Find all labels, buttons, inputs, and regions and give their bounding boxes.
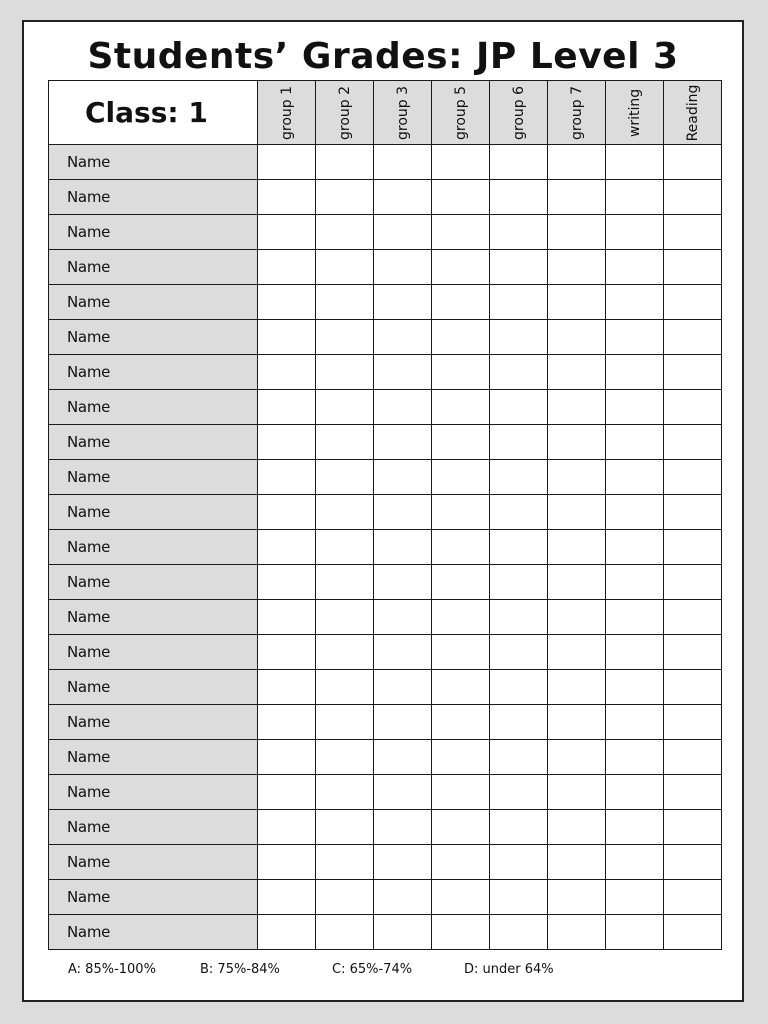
table-row	[49, 320, 722, 355]
grade-cell[interactable]	[490, 425, 548, 460]
grade-cell[interactable]	[548, 635, 606, 670]
grade-cell[interactable]	[664, 390, 722, 425]
grade-cell[interactable]	[490, 180, 548, 215]
legend-item-c: C: 65%-74%	[332, 962, 413, 977]
grade-cell[interactable]	[258, 495, 316, 530]
grade-cell[interactable]	[490, 250, 548, 285]
grade-cell[interactable]	[258, 565, 316, 600]
grade-cell[interactable]	[374, 845, 432, 880]
grade-cell[interactable]	[548, 530, 606, 565]
student-name-cell[interactable]: Name	[49, 320, 258, 355]
column-header-group-6	[490, 81, 548, 145]
grade-cell[interactable]	[664, 915, 722, 950]
grade-cell[interactable]	[432, 390, 490, 425]
grade-cell[interactable]	[548, 565, 606, 600]
grade-cell[interactable]	[258, 145, 316, 180]
grade-cell[interactable]	[432, 845, 490, 880]
legend-item-b: B: 75%-84%	[200, 962, 280, 977]
grade-cell[interactable]	[374, 565, 432, 600]
grade-cell[interactable]	[548, 705, 606, 740]
table-row	[49, 460, 722, 495]
grade-cell[interactable]	[432, 145, 490, 180]
grade-cell[interactable]	[432, 880, 490, 915]
grade-cell[interactable]	[374, 495, 432, 530]
column-header-label: writing	[626, 88, 643, 137]
grade-cell[interactable]	[548, 880, 606, 915]
grade-cell[interactable]	[432, 425, 490, 460]
column-header-group-7	[548, 81, 606, 145]
grade-cell[interactable]	[258, 215, 316, 250]
grade-cell[interactable]	[606, 390, 664, 425]
grade-cell[interactable]	[490, 355, 548, 390]
grade-cell[interactable]	[548, 670, 606, 705]
grade-cell[interactable]	[548, 145, 606, 180]
grade-cell[interactable]	[258, 285, 316, 320]
grade-cell[interactable]	[374, 320, 432, 355]
table-row	[49, 355, 722, 390]
grade-cell[interactable]	[258, 530, 316, 565]
student-name-cell[interactable]: Name	[49, 740, 258, 775]
grade-cell[interactable]	[374, 530, 432, 565]
grade-cell[interactable]	[606, 285, 664, 320]
grade-cell[interactable]	[374, 355, 432, 390]
grade-cell[interactable]	[432, 600, 490, 635]
grade-cell[interactable]	[316, 425, 374, 460]
grade-cell[interactable]	[664, 705, 722, 740]
grade-cell[interactable]	[664, 530, 722, 565]
grade-cell[interactable]	[374, 145, 432, 180]
grade-cell[interactable]	[664, 635, 722, 670]
table-row	[49, 600, 722, 635]
grade-cell[interactable]	[316, 775, 374, 810]
grade-cell[interactable]	[548, 775, 606, 810]
grade-cell[interactable]	[490, 460, 548, 495]
grade-cell[interactable]	[664, 670, 722, 705]
grade-cell[interactable]	[490, 600, 548, 635]
table-row	[49, 880, 722, 915]
grade-cell[interactable]	[548, 740, 606, 775]
grade-cell[interactable]	[548, 250, 606, 285]
grade-cell[interactable]	[258, 460, 316, 495]
grade-cell[interactable]	[490, 775, 548, 810]
grade-cell[interactable]	[548, 600, 606, 635]
grade-cell[interactable]	[374, 460, 432, 495]
grade-cell[interactable]	[258, 670, 316, 705]
class-label: Class: 1	[49, 81, 258, 145]
grade-cell[interactable]	[316, 495, 374, 530]
grade-cell[interactable]	[432, 180, 490, 215]
grade-cell[interactable]	[258, 845, 316, 880]
grade-cell[interactable]	[490, 705, 548, 740]
grade-cell[interactable]	[548, 460, 606, 495]
grade-cell[interactable]	[374, 600, 432, 635]
grade-cell[interactable]	[432, 285, 490, 320]
grade-cell[interactable]	[258, 355, 316, 390]
grade-cell[interactable]	[606, 600, 664, 635]
grade-cell[interactable]	[606, 635, 664, 670]
grade-cell[interactable]	[606, 320, 664, 355]
grade-cell[interactable]	[432, 320, 490, 355]
student-name-cell[interactable]: Name	[49, 670, 258, 705]
table-row	[49, 705, 722, 740]
grade-cell[interactable]	[316, 460, 374, 495]
grade-cell[interactable]	[374, 775, 432, 810]
grade-cell[interactable]	[374, 215, 432, 250]
grade-cell[interactable]	[548, 215, 606, 250]
grade-cell[interactable]	[316, 600, 374, 635]
grade-cell[interactable]	[606, 915, 664, 950]
grade-cell[interactable]	[490, 915, 548, 950]
grade-cell[interactable]	[490, 390, 548, 425]
grade-cell[interactable]	[432, 810, 490, 845]
grade-cell[interactable]	[548, 845, 606, 880]
grade-cell[interactable]	[432, 495, 490, 530]
grade-cell[interactable]	[316, 810, 374, 845]
table-row	[49, 810, 722, 845]
grade-cell[interactable]	[258, 880, 316, 915]
student-name-cell[interactable]: Name	[49, 215, 258, 250]
grade-cell[interactable]	[606, 740, 664, 775]
grade-cell[interactable]	[548, 180, 606, 215]
grade-cell[interactable]	[606, 355, 664, 390]
grade-cell[interactable]	[490, 285, 548, 320]
grade-cell[interactable]	[664, 355, 722, 390]
table-row	[49, 180, 722, 215]
grade-cell[interactable]	[374, 915, 432, 950]
grade-cell[interactable]	[258, 810, 316, 845]
grade-cell[interactable]	[664, 600, 722, 635]
grade-cell[interactable]	[664, 250, 722, 285]
grade-cell[interactable]	[432, 915, 490, 950]
grade-cell[interactable]	[606, 705, 664, 740]
grade-cell[interactable]	[374, 880, 432, 915]
grade-cell[interactable]	[606, 495, 664, 530]
grade-cell[interactable]	[316, 880, 374, 915]
grade-cell[interactable]	[258, 635, 316, 670]
column-header-label: group 6	[510, 85, 527, 140]
column-header-label: group 3	[394, 85, 411, 140]
table-row	[49, 915, 722, 950]
grade-cell[interactable]	[490, 145, 548, 180]
grade-cell[interactable]	[374, 635, 432, 670]
column-header-label: group 1	[278, 85, 295, 140]
grade-cell[interactable]	[316, 180, 374, 215]
grade-cell[interactable]	[548, 495, 606, 530]
grade-cell[interactable]	[606, 180, 664, 215]
table-row	[49, 495, 722, 530]
student-name-cell[interactable]: Name	[49, 460, 258, 495]
grade-cell[interactable]	[316, 285, 374, 320]
grade-cell[interactable]	[490, 810, 548, 845]
student-name-cell[interactable]: Name	[49, 390, 258, 425]
grade-cell[interactable]	[432, 565, 490, 600]
grade-cell[interactable]	[432, 775, 490, 810]
grade-cell[interactable]	[490, 845, 548, 880]
grade-cell[interactable]	[374, 670, 432, 705]
student-name-cell[interactable]: Name	[49, 915, 258, 950]
grade-cell[interactable]	[606, 530, 664, 565]
grade-cell[interactable]	[258, 915, 316, 950]
student-name-cell[interactable]: Name	[49, 565, 258, 600]
table-row	[49, 635, 722, 670]
grade-cell[interactable]	[258, 740, 316, 775]
grade-cell[interactable]	[432, 740, 490, 775]
grade-cell[interactable]	[374, 740, 432, 775]
grade-cell[interactable]	[258, 775, 316, 810]
grade-cell[interactable]	[548, 915, 606, 950]
grade-cell[interactable]	[258, 425, 316, 460]
grade-cell[interactable]	[490, 495, 548, 530]
grade-cell[interactable]	[432, 530, 490, 565]
grade-cell[interactable]	[606, 880, 664, 915]
grade-cell[interactable]	[664, 775, 722, 810]
grade-cell[interactable]	[664, 425, 722, 460]
grade-cell[interactable]	[664, 460, 722, 495]
grade-cell[interactable]	[490, 320, 548, 355]
grade-cell[interactable]	[548, 355, 606, 390]
grade-cell[interactable]	[606, 250, 664, 285]
grade-cell[interactable]	[316, 740, 374, 775]
grade-cell[interactable]	[374, 180, 432, 215]
grade-cell[interactable]	[664, 740, 722, 775]
grade-cell[interactable]	[316, 670, 374, 705]
column-header-group-5	[432, 81, 490, 145]
grade-cell[interactable]	[606, 810, 664, 845]
grade-cell[interactable]	[490, 635, 548, 670]
grade-cell[interactable]	[258, 390, 316, 425]
grade-cell[interactable]	[316, 565, 374, 600]
grades-table	[48, 80, 722, 950]
student-name-cell[interactable]: Name	[49, 775, 258, 810]
grade-cell[interactable]	[606, 845, 664, 880]
grade-cell[interactable]	[432, 635, 490, 670]
grade-cell[interactable]	[490, 530, 548, 565]
student-name-cell[interactable]: Name	[49, 600, 258, 635]
grade-cell[interactable]	[548, 390, 606, 425]
grade-cell[interactable]	[432, 250, 490, 285]
column-header-reading	[664, 81, 722, 145]
grade-cell[interactable]	[664, 495, 722, 530]
student-name-cell[interactable]: Name	[49, 810, 258, 845]
column-header-writing	[606, 81, 664, 145]
student-name-cell[interactable]: Name	[49, 635, 258, 670]
grade-cell[interactable]	[606, 460, 664, 495]
grade-cell[interactable]	[374, 425, 432, 460]
grade-cell[interactable]	[316, 915, 374, 950]
grade-cell[interactable]	[664, 215, 722, 250]
legend-item-a: A: 85%-100%	[68, 962, 156, 977]
column-header-label: group 7	[568, 85, 585, 140]
column-header-label: group 2	[336, 85, 353, 140]
student-name-cell[interactable]: Name	[49, 705, 258, 740]
grade-cell[interactable]	[432, 215, 490, 250]
table-row	[49, 145, 722, 180]
grade-cell[interactable]	[664, 180, 722, 215]
grade-cell[interactable]	[664, 810, 722, 845]
grade-cell[interactable]	[316, 250, 374, 285]
student-name-cell[interactable]: Name	[49, 145, 258, 180]
grade-cell[interactable]	[374, 810, 432, 845]
grade-cell[interactable]	[606, 145, 664, 180]
table-row	[49, 565, 722, 600]
grade-cell[interactable]	[316, 215, 374, 250]
student-name-cell[interactable]: Name	[49, 285, 258, 320]
grade-cell[interactable]	[432, 460, 490, 495]
header-row	[49, 81, 722, 145]
grade-cell[interactable]	[548, 810, 606, 845]
grade-cell[interactable]	[490, 670, 548, 705]
grade-cell[interactable]	[316, 145, 374, 180]
grade-cell[interactable]	[664, 880, 722, 915]
student-name-cell[interactable]: Name	[49, 880, 258, 915]
table-row	[49, 530, 722, 565]
grade-cell[interactable]	[316, 320, 374, 355]
grade-cell[interactable]	[548, 320, 606, 355]
grade-cell[interactable]	[258, 180, 316, 215]
grade-cell[interactable]	[258, 600, 316, 635]
student-rows	[49, 145, 722, 950]
grade-cell[interactable]	[664, 285, 722, 320]
student-name-cell[interactable]: Name	[49, 845, 258, 880]
table-row	[49, 670, 722, 705]
student-name-cell[interactable]: Name	[49, 355, 258, 390]
grade-cell[interactable]	[374, 705, 432, 740]
grade-cell[interactable]	[258, 320, 316, 355]
grade-cell[interactable]	[548, 425, 606, 460]
grade-cell[interactable]	[374, 250, 432, 285]
grade-cell[interactable]	[548, 285, 606, 320]
legend-item-d: D: under 64%	[464, 962, 554, 977]
page-title: Students’ Grades: JP Level 3	[87, 36, 679, 77]
grade-cell[interactable]	[490, 880, 548, 915]
grade-cell[interactable]	[606, 775, 664, 810]
grade-cell[interactable]	[432, 670, 490, 705]
grade-cell[interactable]	[316, 390, 374, 425]
grade-cell[interactable]	[374, 285, 432, 320]
column-header-group-2	[316, 81, 374, 145]
grade-cell[interactable]	[258, 250, 316, 285]
grade-cell[interactable]	[606, 215, 664, 250]
grade-legend	[68, 962, 554, 977]
student-name-cell[interactable]: Name	[49, 530, 258, 565]
student-name-cell[interactable]: Name	[49, 425, 258, 460]
grade-cell[interactable]	[316, 355, 374, 390]
grade-cell[interactable]	[490, 215, 548, 250]
table-row	[49, 215, 722, 250]
grade-cell[interactable]	[664, 145, 722, 180]
table-row	[49, 390, 722, 425]
column-header-group-3	[374, 81, 432, 145]
grade-cell[interactable]	[258, 705, 316, 740]
table-row	[49, 775, 722, 810]
table-row	[49, 250, 722, 285]
student-name-cell[interactable]: Name	[49, 180, 258, 215]
grade-cell[interactable]	[606, 425, 664, 460]
grade-cell[interactable]	[606, 670, 664, 705]
grade-cell[interactable]	[432, 705, 490, 740]
table-row	[49, 285, 722, 320]
grade-cell[interactable]	[316, 530, 374, 565]
student-name-cell[interactable]: Name	[49, 250, 258, 285]
grade-cell[interactable]	[316, 705, 374, 740]
grade-cell[interactable]	[316, 635, 374, 670]
grade-cell[interactable]	[606, 565, 664, 600]
grade-cell[interactable]	[432, 355, 490, 390]
grade-cell[interactable]	[490, 740, 548, 775]
column-header-group-1	[258, 81, 316, 145]
grade-cell[interactable]	[664, 565, 722, 600]
grade-cell[interactable]	[374, 390, 432, 425]
grade-cell[interactable]	[490, 565, 548, 600]
table-row	[49, 740, 722, 775]
column-header-label: group 5	[452, 85, 469, 140]
column-header-label: Reading	[684, 84, 701, 141]
student-name-cell[interactable]: Name	[49, 495, 258, 530]
table-row	[49, 425, 722, 460]
grade-sheet	[22, 20, 744, 1002]
grade-cell[interactable]	[664, 320, 722, 355]
grade-cell[interactable]	[664, 845, 722, 880]
table-row	[49, 845, 722, 880]
grade-cell[interactable]	[316, 845, 374, 880]
